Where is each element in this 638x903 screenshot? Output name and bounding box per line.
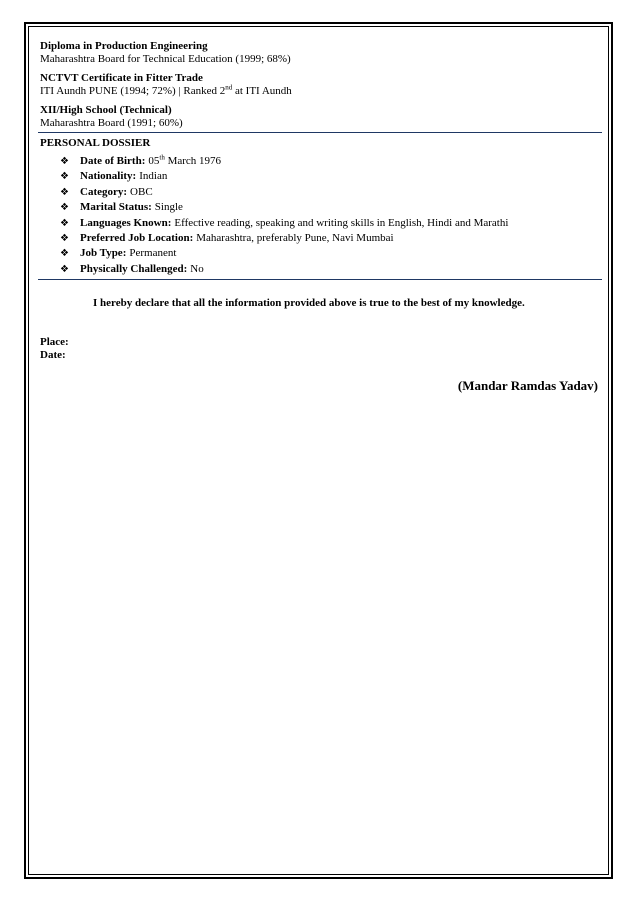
personal-dossier-list	[40, 154, 600, 277]
dob-day: 05	[148, 155, 160, 167]
education-title: NCTVT Certificate in Fitter Trade	[40, 72, 203, 84]
ordinal-suffix: nd	[225, 83, 233, 92]
ordinal-suffix: th	[159, 153, 165, 162]
declaration-text: I hereby declare that all the information provided above is true to the best of my knowledge.	[93, 297, 525, 310]
list-item-marital	[60, 200, 600, 215]
diamond-bullet-icon: ❖	[60, 248, 69, 260]
list-item-job-type	[60, 246, 600, 261]
education-detail: Maharashtra Board (1991; 60%)	[40, 117, 183, 129]
location-value: Maharashtra, preferably Pune, Navi Mumbai	[196, 232, 394, 245]
education-detail-text: ITI Aundh PUNE (1994; 72%) | Ranked 2	[40, 85, 226, 97]
resume-content	[40, 40, 600, 394]
job-type-label: Job Type:	[80, 247, 127, 260]
education-detail	[40, 85, 600, 98]
dob-rest: March 1976	[164, 155, 222, 167]
education-detail: Maharashtra Board for Technical Education (1999; 68%)	[40, 53, 291, 65]
diamond-bullet-icon: ❖	[60, 171, 69, 183]
date-label: Date:	[40, 349, 66, 362]
education-title: Diploma in Production Engineering	[40, 40, 208, 52]
languages-label: Languages Known:	[80, 216, 172, 229]
list-item-location	[60, 231, 600, 246]
education-title: XII/High School (Technical)	[40, 104, 172, 116]
diamond-bullet-icon: ❖	[60, 202, 69, 214]
location-label: Preferred Job Location:	[80, 232, 194, 245]
diamond-bullet-icon: ❖	[60, 233, 69, 245]
diamond-bullet-icon: ❖	[60, 156, 69, 167]
dob-value	[148, 154, 221, 168]
diamond-bullet-icon: ❖	[60, 217, 69, 229]
nationality-label: Nationality:	[80, 170, 137, 183]
diamond-bullet-icon: ❖	[60, 263, 69, 275]
education-diploma	[40, 40, 600, 66]
diamond-bullet-icon: ❖	[60, 186, 69, 198]
signature-name: (Mandar Ramdas Yadav)	[457, 378, 598, 394]
nationality-value: Indian	[139, 170, 168, 183]
education-detail-text: at ITI Aundh	[232, 85, 292, 97]
section-divider	[38, 132, 602, 133]
category-label: Category:	[80, 185, 128, 198]
list-item-nationality	[60, 169, 600, 184]
place-date-block	[40, 336, 600, 362]
dob-label: Date of Birth:	[80, 155, 146, 167]
education-nctvt	[40, 72, 600, 98]
section-divider	[38, 279, 602, 280]
category-value: OBC	[130, 185, 153, 198]
challenged-value: No	[190, 262, 204, 275]
education-xii	[40, 104, 600, 130]
list-item-languages	[60, 216, 600, 231]
list-item-challenged	[60, 262, 600, 277]
marital-value: Single	[154, 201, 183, 214]
languages-value: Effective reading, speaking and writing skills in English, Hindi and Marathi	[174, 216, 509, 229]
list-item-category	[60, 185, 600, 200]
job-type-value: Permanent	[129, 247, 177, 260]
challenged-label: Physically Challenged:	[80, 262, 188, 275]
place-label: Place:	[40, 336, 69, 349]
marital-label: Marital Status:	[80, 201, 152, 214]
personal-dossier-heading: PERSONAL DOSSIER	[40, 137, 151, 149]
list-item-dob	[60, 154, 600, 169]
